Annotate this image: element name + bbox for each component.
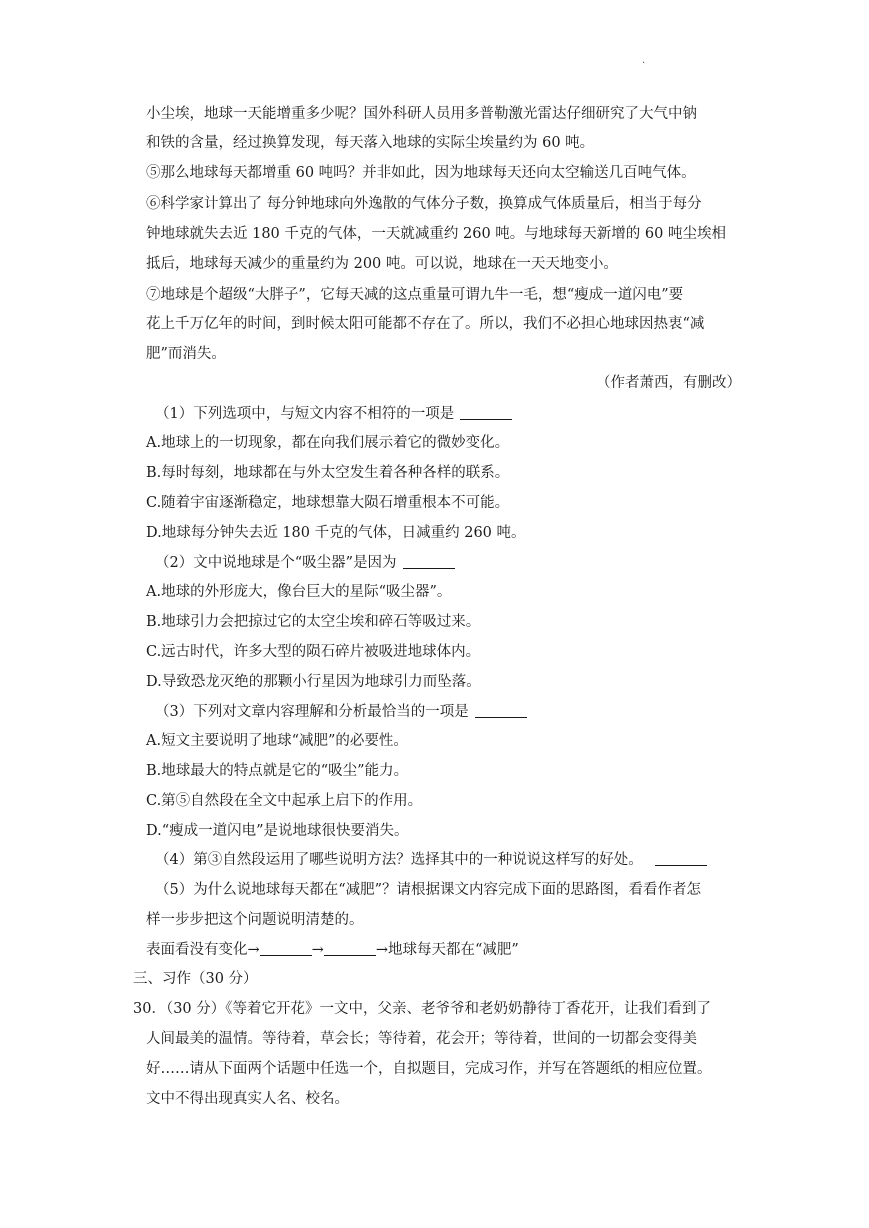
question-30-line: 好……请从下面两个话题中任选一个，自拟题目，完成习作，并写在答题纸的相应位置。 (146, 1061, 712, 1077)
answer-blank[interactable] (403, 554, 455, 569)
q3-option-b: B.地球最大的特点就是它的“吸尘”能力。 (146, 763, 409, 779)
passage-paragraph-6: ⑥科学家计算出了 每分钟地球向外逸散的气体分子数，换算成气体质量后，相当于每分 (146, 196, 702, 212)
answer-blank[interactable] (655, 851, 707, 866)
question-4 (155, 850, 707, 870)
passage-source: （作者萧西，有删改） (596, 375, 741, 391)
answer-blank[interactable] (260, 941, 312, 956)
passage-line: 和铁的含量，经过换算发现，每天落入地球的实际尘埃量约为 60 吨。 (146, 135, 595, 151)
q3-option-a: A.短文主要说明了地球“减肥”的必要性。 (146, 733, 408, 749)
answer-blank[interactable] (460, 405, 512, 420)
passage-paragraph-7: ⑦地球是个超级“大胖子”，它每天减的这点重量可谓九牛一毛，想“瘦成一道闪电”要 (146, 287, 684, 303)
q5-flow (146, 940, 519, 960)
passage-line: 小尘埃，地球一天能增重多少呢？国外科研人员用多普勒激光雷达仔细研究了大气中钠 (146, 106, 697, 122)
q1-option-d: D.地球每分钟失去近 180 千克的气体，日减重约 260 吨。 (146, 525, 526, 541)
q2-option-b: B.地球引力会把掠过它的太空尘埃和碎石等吸过来。 (146, 614, 481, 630)
passage-line: 肥”而消失。 (146, 346, 226, 362)
passage-line: 花上千万亿年的时间，到时候太阳可能都不存在了。所以，我们不必担心地球因热衷“减 (146, 316, 705, 332)
flow-arrow: → (311, 942, 324, 958)
q3-option-d: D.“瘦成一道闪电”是说地球很快要消失。 (146, 823, 409, 839)
question-1-text: （1）下列选项中，与短文内容不相符的一项是 (155, 406, 455, 422)
passage-paragraph-5: ⑤那么地球每天都增重 60 吨吗？并非如此，因为地球每天还向太空输送几百吨气体。 (146, 165, 696, 181)
q3-option-c: C.第⑤自然段在全文中起承上启下的作用。 (146, 793, 423, 809)
q1-option-b: B.每时每刻，地球都在与外太空发生着各种各样的联系。 (146, 465, 510, 481)
passage-line: 钟地球就失去近 180 千克的气体，一天就减重约 260 吨。与地球每天新增的 60 吨尘埃相 (146, 226, 726, 242)
question-3-text: （3）下列对文章内容理解和分析最恰当的一项是 (155, 704, 469, 720)
question-5-line: 样一步步把这个问题说明清楚的。 (146, 912, 364, 928)
answer-blank[interactable] (324, 941, 376, 956)
question-30: 30．（30 分）《等着它开花》一文中，父亲、老爷爷和老奶奶静待丁香花开，让我们看到了 (133, 1001, 712, 1017)
passage-line: 抵后，地球每天减少的重量约为 200 吨。可以说，地球在一天天地变小。 (146, 256, 618, 272)
question-2-text: （2）文中说地球是个“吸尘器”是因为 (155, 555, 397, 571)
question-2 (155, 553, 455, 573)
question-30-line: 人间最美的温情。等待着，草会长；等待着，花会开；等待着，世间的一切都会变得美 (146, 1031, 697, 1047)
section-heading: 三、习作（30 分） (133, 971, 258, 987)
question-5: （5）为什么说地球每天都在“减肥”？请根据课文内容完成下面的思路图，看看作者怎 (155, 882, 702, 898)
q2-option-d: D.导致恐龙灭绝的那颗小行星因为地球引力而坠落。 (146, 674, 481, 690)
q1-option-a: A.地球上的一切现象，都在向我们展示着它的微妙变化。 (146, 435, 510, 451)
question-30-line: 文中不得出现真实人名、校名。 (146, 1091, 349, 1107)
flow-start: 表面看没有变化→ (146, 942, 260, 958)
answer-blank[interactable] (475, 703, 527, 718)
q2-option-c: C.远古时代，许多大型的陨石碎片被吸进地球体内。 (146, 644, 481, 660)
question-3 (155, 702, 527, 722)
flow-end: →地球每天都在“减肥” (375, 942, 519, 958)
q1-option-c: C.随着宇宙逐渐稳定，地球想靠大陨石增重根本不可能。 (146, 495, 510, 511)
question-4-text: （4）第③自然段运用了哪些说明方法？选择其中的一种说说这样写的好处。 (155, 852, 643, 868)
q2-option-a: A.地球的外形庞大，像台巨大的星际“吸尘器”。 (146, 584, 452, 600)
question-1 (155, 404, 512, 424)
page-mark: · (642, 58, 646, 69)
